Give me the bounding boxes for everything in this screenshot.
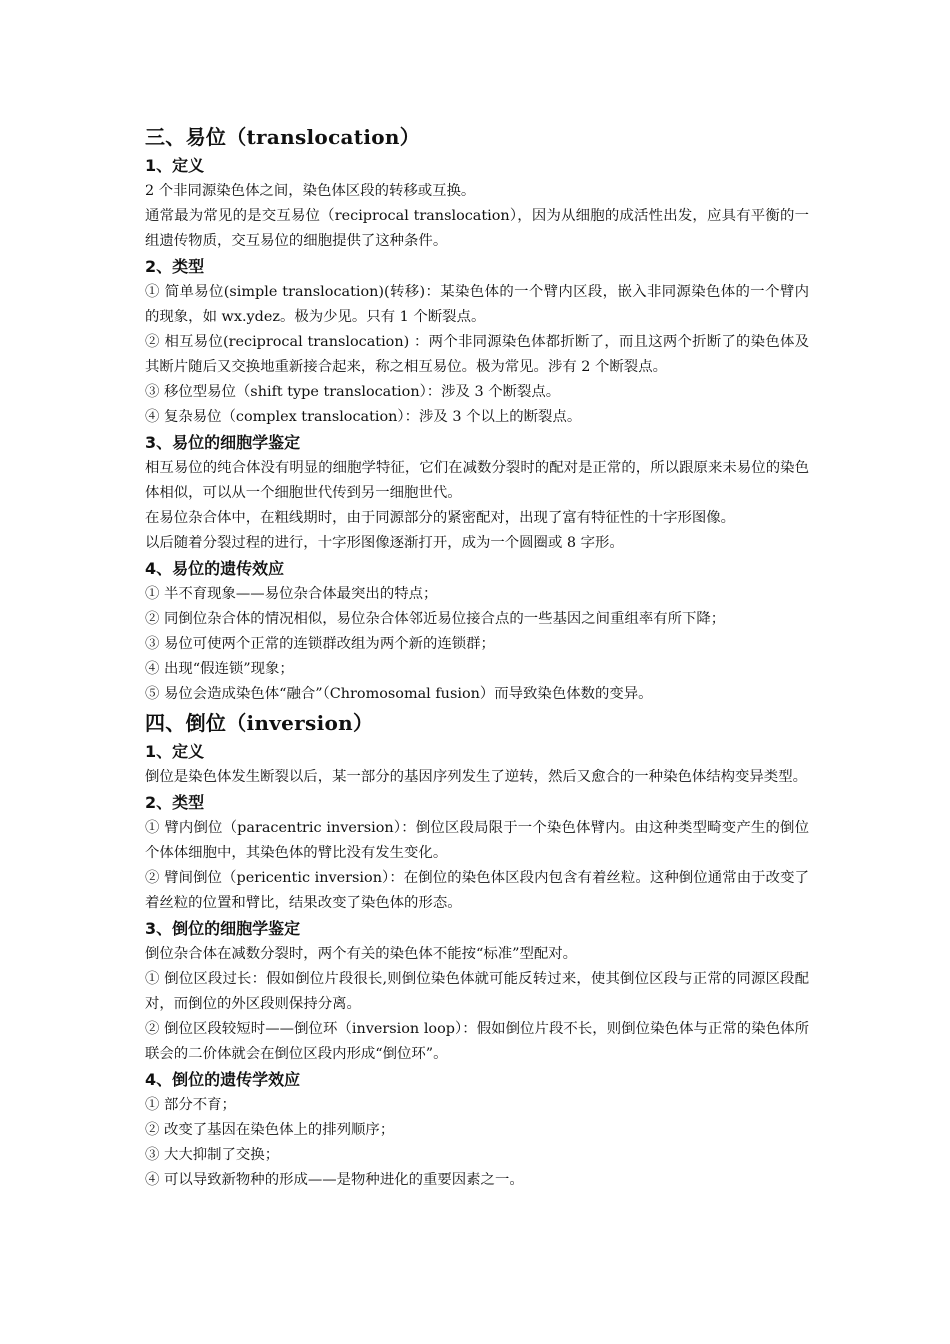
list-item: ① 简单易位(simple translocation)(转移)：某染色体的一个臂内区段，嵌入非同源染色体的一个臂内的现象，如 wx.ydez。极为少见。只有 1 个断裂点。 [145, 284, 809, 325]
list-item: ① 倒位区段过长：假如倒位片段很长,则倒位染色体就可能反转过来，使其倒位区段与正常的同源区段配对，而倒位的外区段则保持分离。 [145, 971, 809, 1012]
list-item: ① 半不育现象——易位杂合体最突出的特点； [145, 586, 438, 602]
list-item: ③ 大大抑制了交换； [145, 1147, 280, 1163]
paragraph: 倒位杂合体在减数分裂时，两个有关的染色体不能按“标准”型配对。 [145, 946, 578, 962]
subsection-title: 2、类型 [145, 257, 205, 276]
list-item: ② 臂间倒位（pericentic inversion）：在倒位的染色体区段内包含有着丝粒。这种倒位通常由于改变了着丝粒的位置和臂比，结果改变了染色体的形态。 [145, 870, 809, 911]
document-body [145, 121, 809, 1193]
subsection-title: 3、倒位的细胞学鉴定 [145, 919, 301, 938]
list-item: ⑤ 易位会造成染色体“融合”（Chromosomal fusion）而导致染色体数的变异。 [145, 686, 653, 702]
paragraph: 通常最为常见的是交互易位（reciprocal translocation），因为从细胞的成活性出发，应具有平衡的一组遗传物质，交互易位的细胞提供了这种条件。 [145, 208, 809, 249]
subsection-title: 4、易位的遗传效应 [145, 559, 285, 578]
subsection-title: 4、倒位的遗传学效应 [145, 1070, 301, 1089]
paragraph: 2 个非同源染色体之间，染色体区段的转移或互换。 [145, 183, 476, 199]
list-item: ② 相互易位(reciprocal translocation) ：两个非同源染色体都折断了，而且这两个折断了的染色体及其断片随后又交换地重新接合起来，称之相互易位。极为常见。涉有 2 个断裂点。 [145, 334, 809, 375]
list-item: ③ 易位可使两个正常的连锁群改组为两个新的连锁群； [145, 636, 495, 652]
subsection-title: 1、定义 [145, 156, 205, 175]
paragraph: 在易位杂合体中，在粗线期时，由于同源部分的紧密配对，出现了富有特征性的十字形图像。 [145, 510, 736, 526]
list-item: ④ 复杂易位（complex translocation）：涉及 3 个以上的断裂点。 [145, 409, 582, 425]
paragraph: 以后随着分裂过程的进行，十字形图像逐渐打开，成为一个圆圈或 8 字形。 [145, 535, 624, 551]
list-item: ④ 可以导致新物种的形成——是物种进化的重要因素之一。 [145, 1172, 524, 1188]
list-item: ① 臂内倒位（paracentric inversion）：倒位区段局限于一个染色体臂内。由这种类型畸变产生的倒位个体体细胞中，其染色体的臂比没有发生变化。 [145, 820, 809, 861]
section-title-inversion: 四、倒位（inversion） [145, 711, 374, 735]
subsection-title: 1、定义 [145, 742, 205, 761]
paragraph: 相互易位的纯合体没有明显的细胞学特征，它们在减数分裂时的配对是正常的，所以跟原来未易位的染色体相似，可以从一个细胞世代传到另一细胞世代。 [145, 460, 809, 501]
list-item: ④ 出现“假连锁”现象； [145, 661, 294, 677]
list-item: ② 倒位区段较短时——倒位环（inversion loop）：假如倒位片段不长，则倒位染色体与正常的染色体所联会的二价体就会在倒位区段内形成“倒位环”。 [145, 1021, 809, 1062]
paragraph: 倒位是染色体发生断裂以后，某一部分的基因序列发生了逆转，然后又愈合的一种染色体结构变异类型。 [145, 769, 807, 785]
section-title-translocation: 三、易位（translocation） [145, 125, 421, 149]
list-item: ③ 移位型易位（shift type translocation）：涉及 3 个断裂点。 [145, 384, 561, 400]
list-item: ① 部分不育； [145, 1097, 236, 1113]
list-item: ② 同倒位杂合体的情况相似，易位杂合体邻近易位接合点的一些基因之间重组率有所下降； [145, 611, 726, 627]
subsection-title: 2、类型 [145, 793, 205, 812]
list-item: ② 改变了基因在染色体上的排列顺序； [145, 1122, 395, 1138]
subsection-title: 3、易位的细胞学鉴定 [145, 433, 301, 452]
